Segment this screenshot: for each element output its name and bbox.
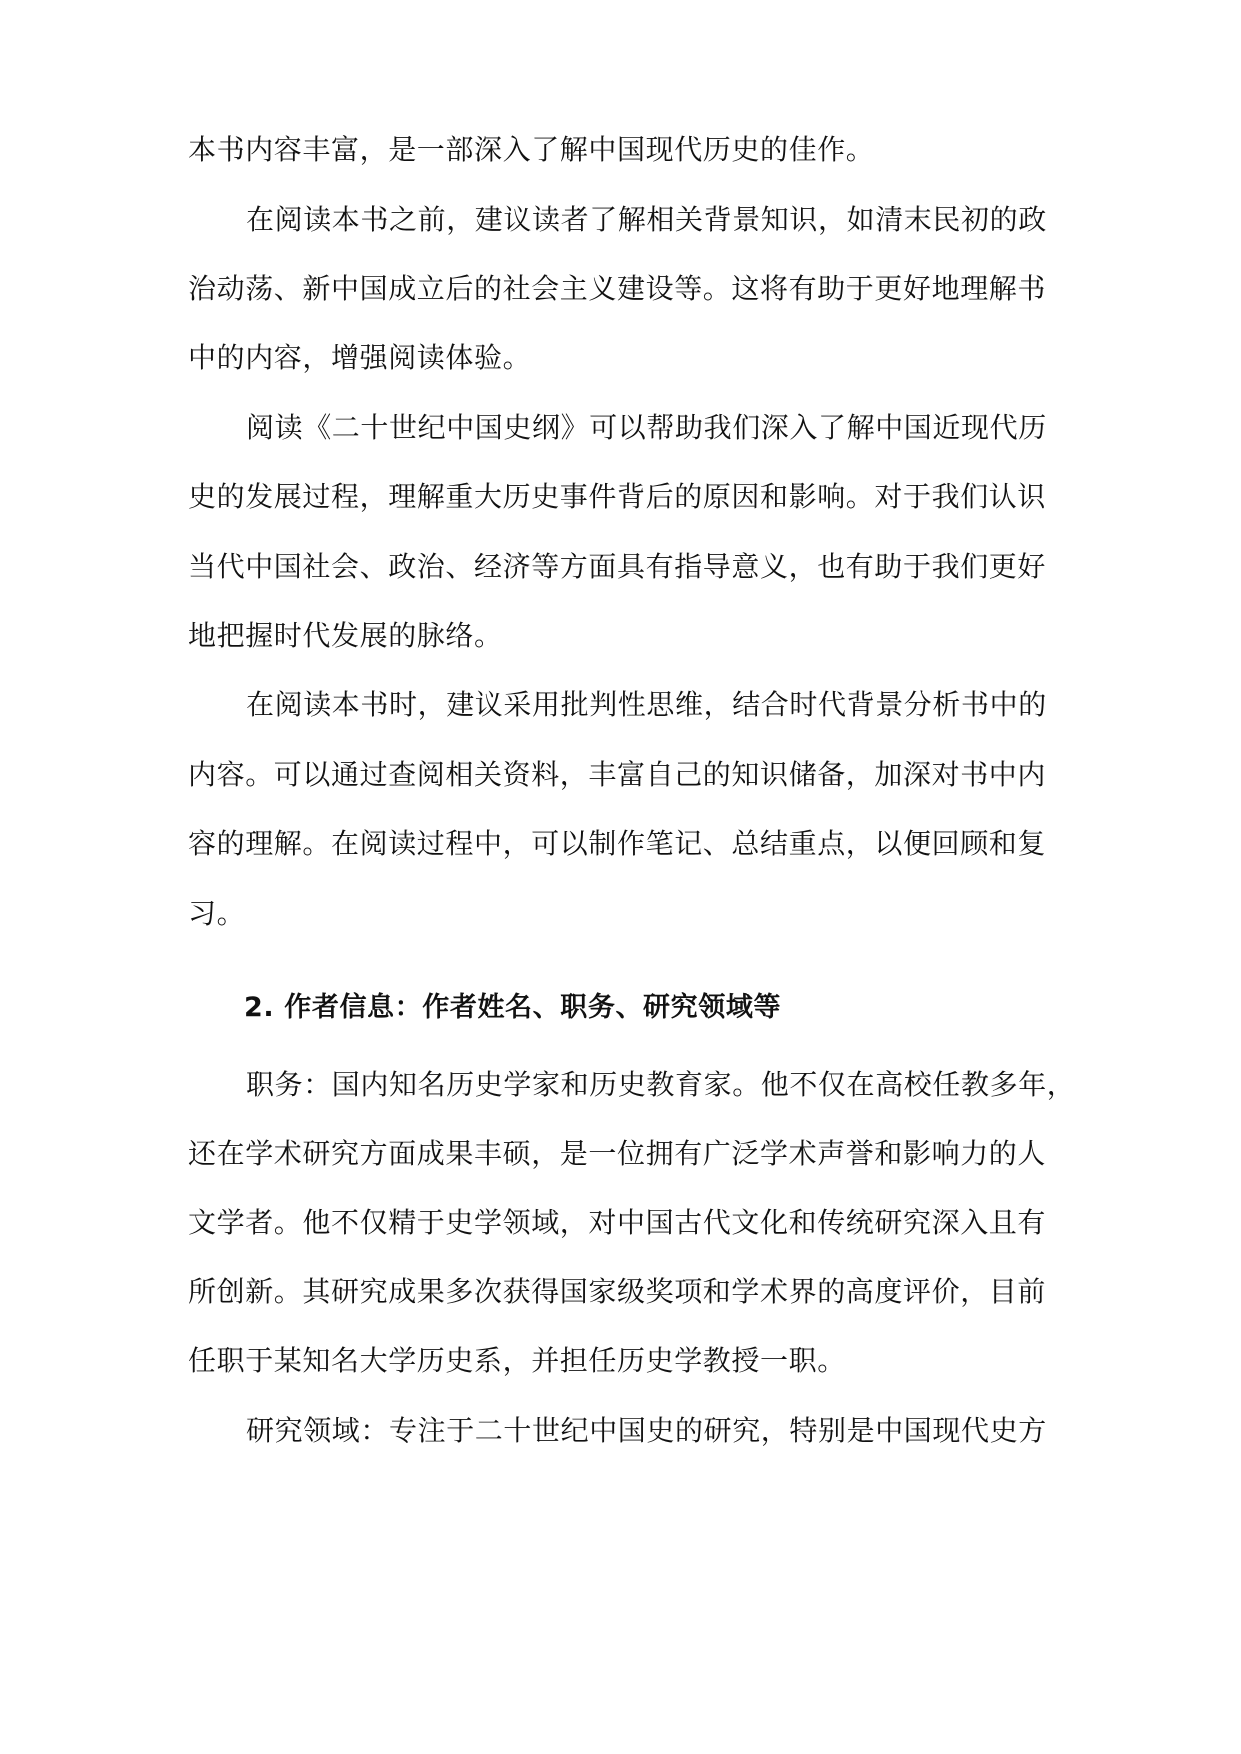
paragraph-line: 史的发展过程，理解重大历史事件背后的原因和影响。对于我们认识 — [188, 480, 1047, 513]
paragraph-line: 阅读《二十世纪中国史纲》可以帮助我们深入了解中国近现代历 — [246, 411, 1047, 444]
paragraph-line: 治动荡、新中国成立后的社会主义建设等。这将有助于更好地理解书 — [188, 272, 1047, 305]
paragraph-line: 还在学术研究方面成果丰硕，是一位拥有广泛学术声誉和影响力的人 — [188, 1137, 1047, 1170]
paragraph-line: 职务：国内知名历史学家和历史教育家。他不仅在高校任教多年， — [246, 1068, 1076, 1101]
paragraph-line: 习。 — [188, 897, 246, 930]
paragraph-line: 容的理解。在阅读过程中，可以制作笔记、总结重点，以便回顾和复 — [188, 827, 1047, 860]
paragraph-line: 地把握时代发展的脉络。 — [188, 619, 503, 652]
paragraph-line: 所创新。其研究成果多次获得国家级奖项和学术界的高度评价，目前 — [188, 1275, 1047, 1308]
paragraph-line: 本书内容丰富，是一部深入了解中国现代历史的佳作。 — [188, 133, 875, 166]
paragraph-line: 研究领域：专注于二十世纪中国史的研究，特别是中国现代史方 — [246, 1414, 1047, 1447]
paragraph-line: 任职于某知名大学历史系，并担任历史学教授一职。 — [188, 1344, 846, 1377]
section-heading: 2. 作者信息：作者姓名、职务、研究领域等 — [244, 992, 782, 1023]
paragraph-line: 中的内容，增强阅读体验。 — [188, 341, 532, 374]
paragraph-line: 文学者。他不仅精于史学领域，对中国古代文化和传统研究深入且有 — [188, 1206, 1047, 1239]
paragraph-line: 内容。可以通过查阅相关资料，丰富自己的知识储备，加深对书中内 — [188, 758, 1047, 791]
paragraph-line: 在阅读本书时，建议采用批判性思维，结合时代背景分析书中的 — [246, 688, 1047, 721]
paragraph-line: 在阅读本书之前，建议读者了解相关背景知识，如清末民初的政 — [246, 203, 1047, 236]
paragraph-line: 当代中国社会、政治、经济等方面具有指导意义，也有助于我们更好 — [188, 550, 1047, 583]
